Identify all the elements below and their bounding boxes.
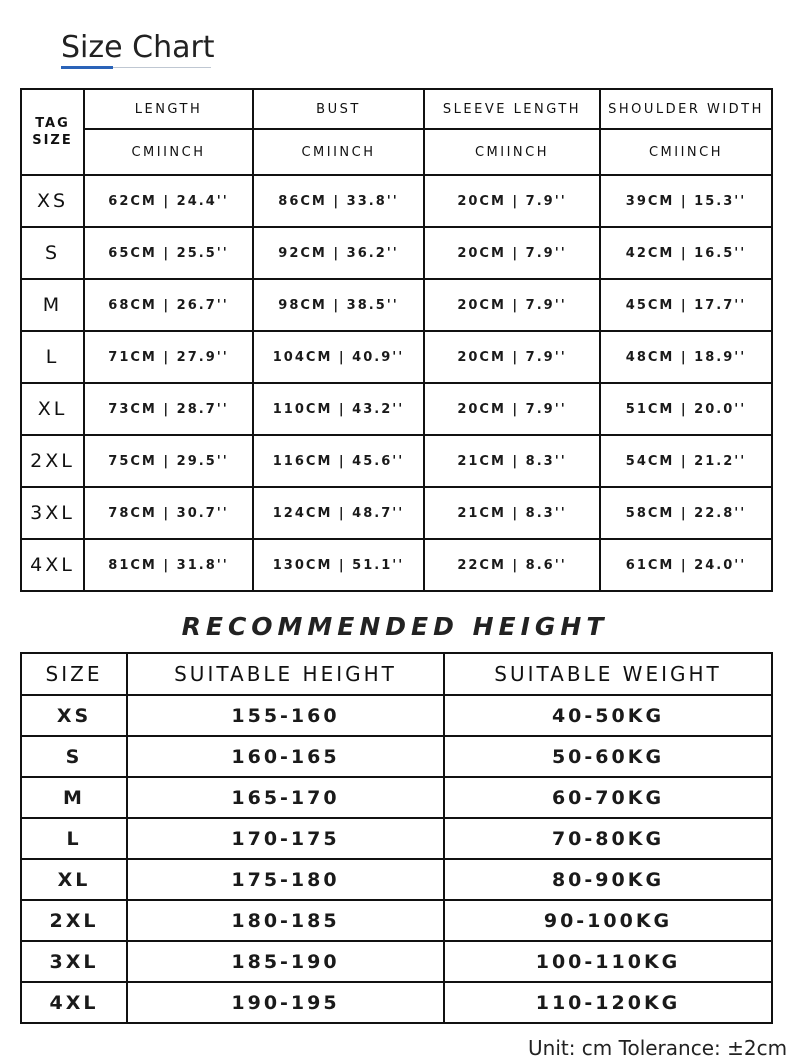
- measurement-cell: 98CM | 38.5'': [253, 279, 424, 331]
- column-header: SLEEVE LENGTH: [424, 89, 600, 129]
- measurement-cell: 20CM | 7.9'': [424, 279, 600, 331]
- measurement-cell: 48CM | 18.9'': [600, 331, 772, 383]
- measurement-cell: 42CM | 16.5'': [600, 227, 772, 279]
- tag-size-header: [21, 89, 84, 175]
- weight-cell: 110-120KG: [444, 982, 772, 1023]
- column-header: BUST: [253, 89, 424, 129]
- size-cell: M: [21, 777, 127, 818]
- measurement-cell: 73CM | 28.7'': [84, 383, 253, 435]
- measurement-cell: 116CM | 45.6'': [253, 435, 424, 487]
- measurement-cell: 78CM | 30.7'': [84, 487, 253, 539]
- weight-cell: 50-60KG: [444, 736, 772, 777]
- recommended-height-title: RECOMMENDED HEIGHT: [181, 612, 609, 641]
- table-row: [21, 279, 772, 331]
- unit-header: CMIINCH: [84, 129, 253, 175]
- measurement-cell: 81CM | 31.8'': [84, 539, 253, 591]
- measurement-cell: 20CM | 7.9'': [424, 227, 600, 279]
- header-row: [21, 653, 772, 695]
- height-cell: 155-160: [127, 695, 444, 736]
- weight-cell: 90-100KG: [444, 900, 772, 941]
- unit-header: CMIINCH: [424, 129, 600, 175]
- title-underline: [113, 67, 211, 68]
- table-row: [21, 982, 772, 1023]
- height-cell: 180-185: [127, 900, 444, 941]
- size-cell: 3XL: [21, 487, 84, 539]
- size-cell: 3XL: [21, 941, 127, 982]
- table-row: [21, 695, 772, 736]
- table-row: [21, 941, 772, 982]
- unit-header: CMIINCH: [600, 129, 772, 175]
- height-cell: 160-165: [127, 736, 444, 777]
- size-label: SIZE: [32, 133, 73, 148]
- measurement-cell: 68CM | 26.7'': [84, 279, 253, 331]
- height-chart-table: [20, 652, 773, 1024]
- measurement-cell: 62CM | 24.4'': [84, 175, 253, 227]
- measurement-cell: 20CM | 7.9'': [424, 175, 600, 227]
- unit-row: [21, 129, 772, 175]
- table-row: [21, 175, 772, 227]
- table-row: [21, 539, 772, 591]
- table-row: [21, 859, 772, 900]
- size-cell: 2XL: [21, 900, 127, 941]
- size-cell: L: [21, 331, 84, 383]
- column-header: LENGTH: [84, 89, 253, 129]
- title-underline-accent: [61, 66, 113, 69]
- measurement-cell: 61CM | 24.0'': [600, 539, 772, 591]
- column-header: SUITABLE WEIGHT: [444, 653, 772, 695]
- tag-label: TAG: [35, 116, 70, 131]
- table-row: [21, 487, 772, 539]
- table-row: [21, 227, 772, 279]
- height-cell: 190-195: [127, 982, 444, 1023]
- height-cell: 185-190: [127, 941, 444, 982]
- header-row: [21, 89, 772, 129]
- size-cell: S: [21, 227, 84, 279]
- measurement-cell: 21CM | 8.3'': [424, 487, 600, 539]
- measurement-cell: 54CM | 21.2'': [600, 435, 772, 487]
- size-cell: M: [21, 279, 84, 331]
- measurement-cell: 65CM | 25.5'': [84, 227, 253, 279]
- column-header: SHOULDER WIDTH: [600, 89, 772, 129]
- size-cell: L: [21, 818, 127, 859]
- size-cell: 2XL: [21, 435, 84, 487]
- measurement-cell: 20CM | 7.9'': [424, 331, 600, 383]
- table-row: [21, 900, 772, 941]
- measurement-cell: 20CM | 7.9'': [424, 383, 600, 435]
- measurement-cell: 92CM | 36.2'': [253, 227, 424, 279]
- size-chart-table: [20, 88, 773, 592]
- measurement-cell: 39CM | 15.3'': [600, 175, 772, 227]
- table-row: [21, 435, 772, 487]
- table-row: [21, 736, 772, 777]
- weight-cell: 40-50KG: [444, 695, 772, 736]
- size-cell: 4XL: [21, 539, 84, 591]
- column-header: SIZE: [21, 653, 127, 695]
- size-cell: S: [21, 736, 127, 777]
- size-cell: XS: [21, 175, 84, 227]
- table-row: [21, 383, 772, 435]
- height-cell: 165-170: [127, 777, 444, 818]
- measurement-cell: 110CM | 43.2'': [253, 383, 424, 435]
- measurement-cell: 51CM | 20.0'': [600, 383, 772, 435]
- measurement-cell: 58CM | 22.8'': [600, 487, 772, 539]
- height-cell: 170-175: [127, 818, 444, 859]
- size-cell: XS: [21, 695, 127, 736]
- measurement-cell: 130CM | 51.1'': [253, 539, 424, 591]
- measurement-cell: 22CM | 8.6'': [424, 539, 600, 591]
- weight-cell: 60-70KG: [444, 777, 772, 818]
- page-title: Size Chart: [61, 30, 215, 65]
- measurement-cell: 21CM | 8.3'': [424, 435, 600, 487]
- weight-cell: 80-90KG: [444, 859, 772, 900]
- column-header: SUITABLE HEIGHT: [127, 653, 444, 695]
- measurement-cell: 71CM | 27.9'': [84, 331, 253, 383]
- size-cell: 4XL: [21, 982, 127, 1023]
- measurement-cell: 45CM | 17.7'': [600, 279, 772, 331]
- measurement-cell: 124CM | 48.7'': [253, 487, 424, 539]
- measurement-cell: 86CM | 33.8'': [253, 175, 424, 227]
- measurement-cell: 75CM | 29.5'': [84, 435, 253, 487]
- table-row: [21, 331, 772, 383]
- table-row: [21, 818, 772, 859]
- size-cell: XL: [21, 859, 127, 900]
- unit-header: CMIINCH: [253, 129, 424, 175]
- weight-cell: 70-80KG: [444, 818, 772, 859]
- table-row: [21, 777, 772, 818]
- size-cell: XL: [21, 383, 84, 435]
- footnote: Unit: cm Tolerance: ±2cm: [528, 1036, 788, 1060]
- weight-cell: 100-110KG: [444, 941, 772, 982]
- height-cell: 175-180: [127, 859, 444, 900]
- measurement-cell: 104CM | 40.9'': [253, 331, 424, 383]
